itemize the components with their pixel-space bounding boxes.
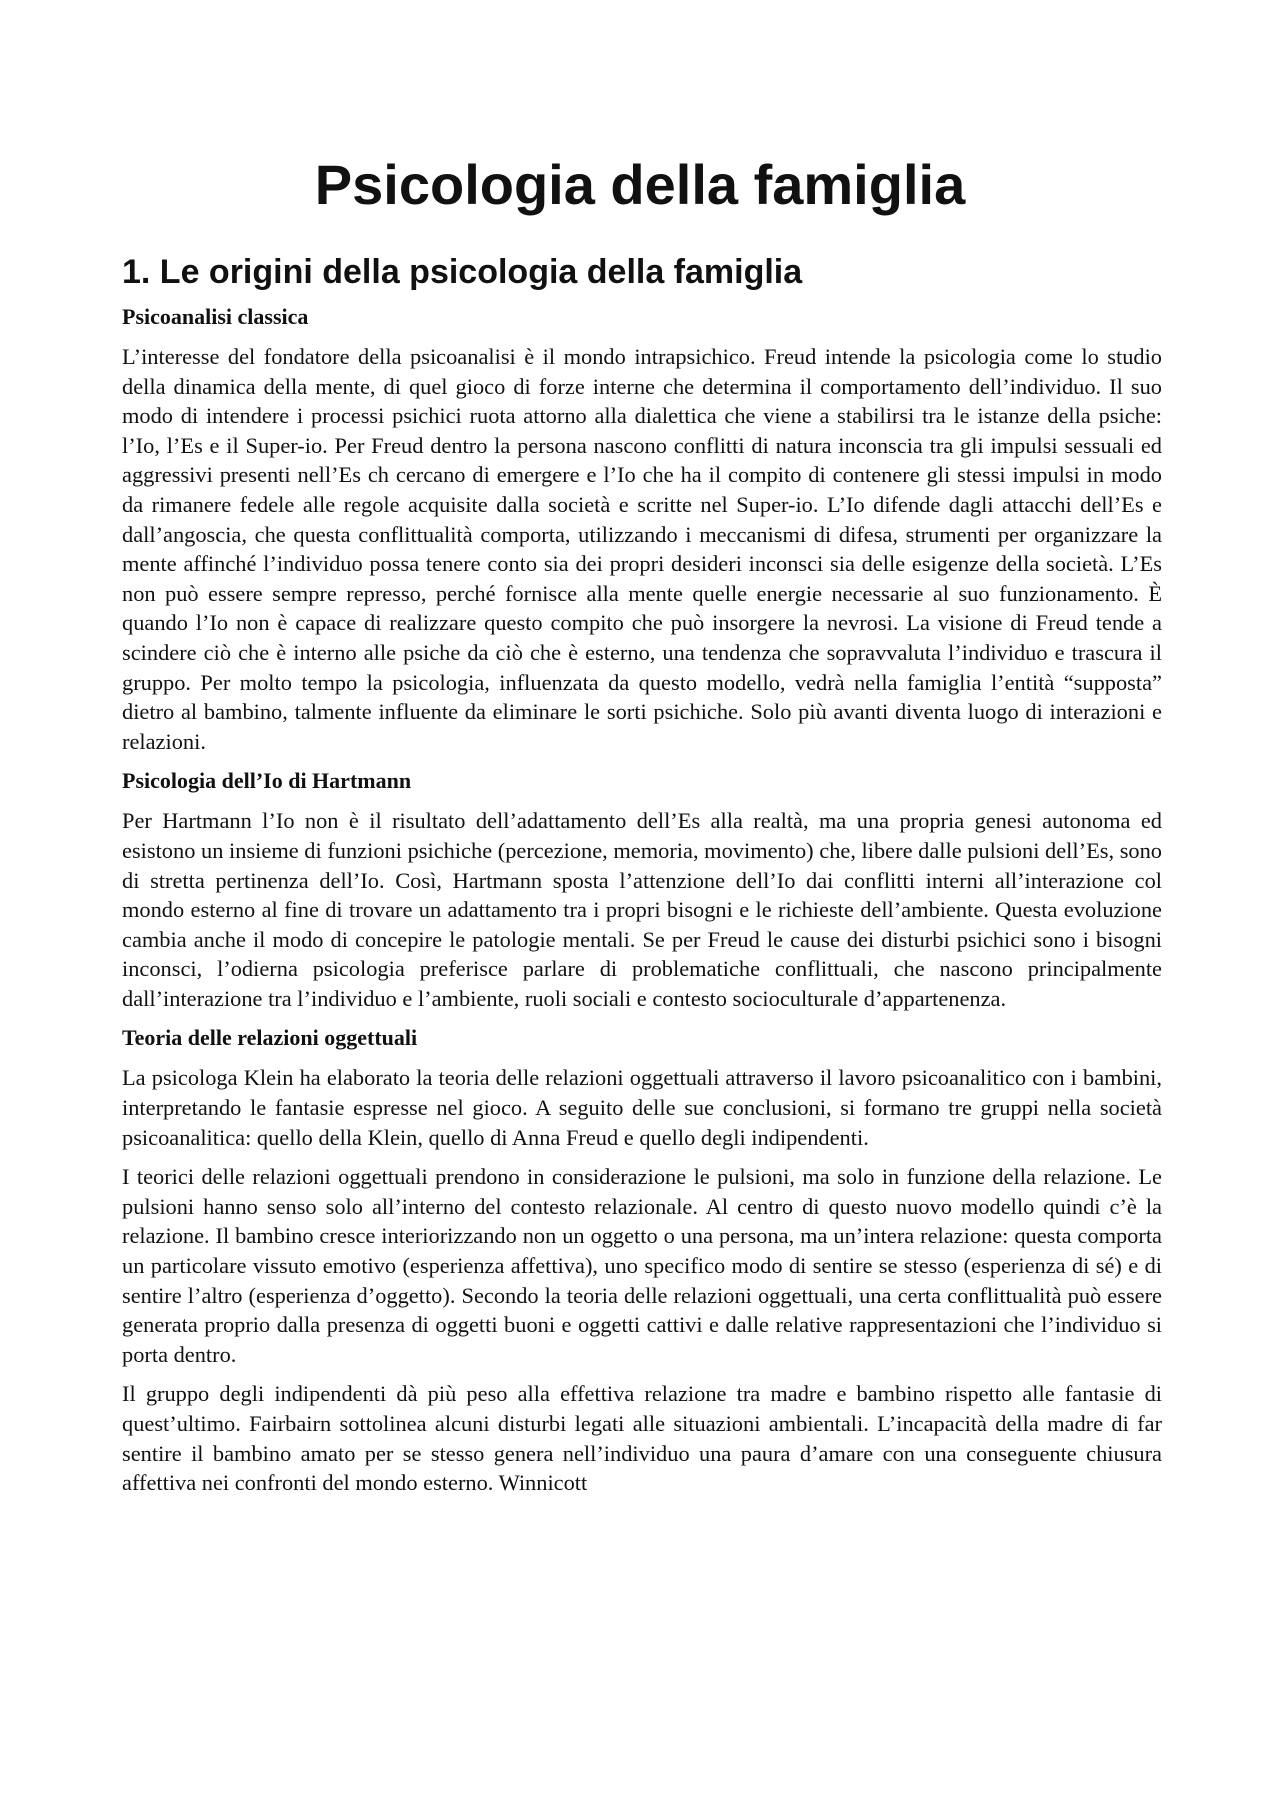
paragraph: Per Hartmann l’Io non è il risultato dell’adattamento dell’Es alla realtà, ma una propria genesi autonoma ed esistono un insieme di funzioni psichiche (percezione, memoria, movimento) che, libere dalle pulsioni dell’Es, sono di stretta pertinenza dell’Io. Così, Hartmann sposta l’attenzione dell’Io dai conflitti interni all’interazione col mondo esterno al fine di trovare un adattamento tra i propri bisogni e le richieste dell’ambiente. Questa evoluzione cambia anche il modo di concepire le patologie mentali. Se per Freud le cause dei disturbi psichici sono i bisogni inconsci, l’odierna psicologia preferisce parlare di problematiche conflittuali, che nascono principalmente dall’interazione tra l’individuo e l’ambiente, ruoli sociali e contesto socioculturale d’appartenenza. (122, 808, 1162, 1011)
subsection-heading: Psicologia dell’Io di Hartmann (122, 768, 412, 794)
paragraph: L’interesse del fondatore della psicoanalisi è il mondo intrapsichico. Freud intende la psicologia come lo studio della dinamica della mente, di quel gioco di forze interne che determina il comportamento dell’individuo. Il suo modo di intendere i processi psichici ruota attorno alla dialettica che viene a stabilirsi tra le istanze della psiche: l’Io, l’Es e il Super-io. Per Freud dentro la persona nascono conflitti di natura inconscia tra gli impulsi sessuali ed aggressivi presenti nell’Es ch cercano di emergere e l’Io che ha il compito di contenere gli stessi impulsi in modo da rimanere fedele alle regole acquisite dalla società e scritte nel Super-io. L’Io difende dagli attacchi dell’Es e dall’angoscia, che questa conflittualità comporta, utilizzando i meccanismi di difesa, strumenti per organizzare la mente affinché l’individuo possa tenere conto sia dei propri desideri inconsci sia delle esigenze della società. L’Es non può essere sempre represso, perché fornisce alla mente quelle energie necessarie al suo funzionamento. È quando l’Io non è capace di realizzare questo compito che può insorgere la nevrosi. La visione di Freud tende a scindere ciò che è interno alle psiche da ciò che è esterno, una tendenza che sopravvaluta l’individuo e trascura il gruppo. Per molto tempo la psicologia, influenzata da questo modello, vedrà nella famiglia l’entità “supposta” dietro al bambino, talmente influente da eliminare le sorti psichiche. Solo più avanti diventa luogo di interazioni e relazioni. (122, 344, 1162, 754)
subsection-heading: Teoria delle relazioni oggettuali (122, 1025, 418, 1051)
subsection-heading: Psicoanalisi classica (122, 304, 309, 329)
document-title: Psicologia della famiglia (314, 153, 966, 216)
subsection-psicologia-io-hartmann (122, 766, 1162, 1013)
section-heading: 1. Le origini della psicologia della famiglia (122, 253, 803, 291)
paragraph: Il gruppo degli indipendenti dà più peso alla effettiva relazione tra madre e bambino rispetto alle fantasie di quest’ultimo. Fairbairn sottolinea alcuni disturbi legati alle situazioni ambientali. L’incapacità della madre di far sentire il bambino amato per se stesso genera nell’individuo una paura d’amare con una conseguente chiusura affettiva nei confronti del mondo esterno. Winnicott (122, 1381, 1162, 1496)
paragraph: La psicologa Klein ha elaborato la teoria delle relazioni oggettuali attraverso il lavoro psicoanalitico con i bambini, interpretando le fantasie espresse nel gioco. A seguito delle sue conclusioni, si formano tre gruppi nella società psicoanalitica: quello della Klein, quello di Anna Freud e quello degli indipendenti. (122, 1065, 1162, 1150)
paragraph: I teorici delle relazioni oggettuali prendono in considerazione le pulsioni, ma solo in funzione della relazione. Le pulsioni hanno senso solo all’interno del contesto relazionale. Al centro di questo nuovo modello quindi c’è la relazione. Il bambino cresce interiorizzando non un oggetto o una persona, ma un’intera relazione: questa comporta un particolare vissuto emotivo (esperienza affettiva), uno specifico modo di sentire se stesso (esperienza di sé) e di sentire l’altro (esperienza d’oggetto). Secondo la teoria delle relazioni oggettuali, una certa conflittualità può essere generata proprio dalla presenza di oggetti buoni e oggetti cattivi e dalle relative rappresentazioni che l’individuo si porta dentro. (122, 1164, 1162, 1367)
subsection-relazioni-oggettuali (122, 1023, 1162, 1497)
subsection-psicoanalisi-classica (122, 302, 1162, 756)
document-body (122, 250, 1162, 1508)
